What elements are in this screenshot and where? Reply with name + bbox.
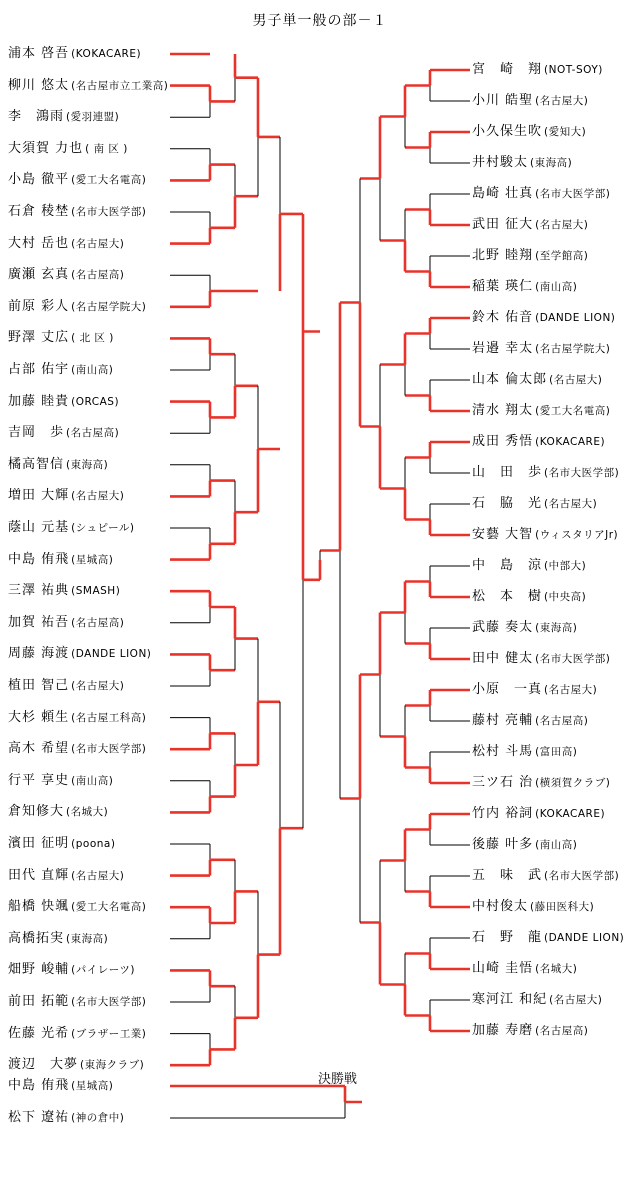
player-club: (ウィスタリアJr) <box>535 529 619 541</box>
player-club: (ORCAS) <box>71 395 120 408</box>
player-name: 北野 睦翔 <box>472 248 534 263</box>
player-name: 田中 健太 <box>472 651 534 666</box>
player-name: 周藤 海渡 <box>8 646 70 662</box>
player-club: (ブラザー工業) <box>71 1027 147 1040</box>
player-name: 柳川 悠太 <box>8 77 70 93</box>
player-name: 中 島 涼 <box>472 558 543 573</box>
player-name: 石 脇 光 <box>472 496 543 511</box>
player-name: 大杉 頼生 <box>8 709 70 725</box>
player-club: (名城大) <box>66 806 109 819</box>
player-club: (愛工大名電高) <box>71 174 147 187</box>
player-name: 大須賀 力也 <box>8 140 84 156</box>
player-name: 藤村 亮輔 <box>472 713 534 728</box>
player-club: (中部大) <box>544 560 587 572</box>
player-club: (名城大) <box>535 963 578 975</box>
player-club: (名古屋大) <box>535 95 589 107</box>
player-club: (名市大医学部) <box>535 653 611 665</box>
player-club: (愛工大名電高) <box>71 901 147 914</box>
player-club: (南山高) <box>535 839 578 851</box>
player-club: (星城高) <box>71 1080 114 1092</box>
player-name: 行平 享史 <box>8 772 70 788</box>
player-name: 松村 斗馬 <box>472 744 534 759</box>
player-club: (DANDE LION) <box>535 312 616 324</box>
player-name: 植田 智己 <box>8 678 70 693</box>
player-name: 中島 侑飛 <box>8 551 70 567</box>
player-name: 前田 拓範 <box>8 994 70 1009</box>
player-name: 廣瀬 玄真 <box>8 267 70 283</box>
player-club: (名古屋高) <box>71 269 125 282</box>
player-club: (DANDE LION) <box>71 648 152 661</box>
player-name: 大村 岳也 <box>8 235 70 251</box>
player-club: (愛工大名電高) <box>535 405 611 417</box>
player-club: (愛羽連盟) <box>66 111 120 124</box>
player-name: 佐藤 光希 <box>8 1025 70 1041</box>
player-name: 成田 秀悟 <box>472 434 534 449</box>
player-club: (名市大医学部) <box>71 206 147 218</box>
player-club: (名古屋高) <box>66 427 120 440</box>
player-name: 船橋 快颯 <box>8 899 70 915</box>
player-name: 山崎 圭悟 <box>472 961 534 976</box>
player-club: (名市大医学部) <box>71 996 147 1008</box>
player-name: 山本 倫太郎 <box>472 372 548 387</box>
player-club: (東海クラブ) <box>80 1059 145 1072</box>
player-name: 宮 崎 翔 <box>472 62 543 77</box>
player-club: (至学館高) <box>535 250 589 262</box>
player-club: (名古屋工科高) <box>71 711 147 724</box>
player-name: 野澤 丈広 <box>8 330 70 346</box>
player-club: (名古屋大) <box>71 869 125 882</box>
player-club: (東海高) <box>530 157 573 169</box>
player-club: (東海高) <box>66 932 109 945</box>
player-name: 畑野 峻輔 <box>8 962 70 978</box>
player-name: 岩邉 幸太 <box>472 341 534 356</box>
player-name: 石 野 龍 <box>472 930 543 945</box>
player-name: 中島 侑飛 <box>8 1078 70 1093</box>
player-club: (名古屋大) <box>71 490 125 503</box>
player-name: 竹内 裕詞 <box>472 806 534 821</box>
player-club: (藤田医科大) <box>530 901 595 913</box>
player-name: 橘高智信 <box>8 456 65 472</box>
player-name: 倉知修大 <box>8 804 65 820</box>
player-name: 小原 一真 <box>472 682 543 697</box>
player-name: 蔭山 元基 <box>8 520 70 535</box>
player-club: (シュピール) <box>71 522 135 534</box>
player-club: (名古屋大) <box>71 680 125 692</box>
player-club: (名古屋大) <box>549 374 603 386</box>
player-name: 後藤 叶多 <box>472 837 534 852</box>
player-club: ( 北 区 ) <box>71 332 114 345</box>
player-club: (名古屋学院大) <box>71 300 147 313</box>
player-name: 占部 佑宇 <box>8 362 70 377</box>
player-name: 田代 直輝 <box>8 867 70 883</box>
player-name: 三ツ石 治 <box>472 775 534 790</box>
player-name: 高木 希望 <box>8 741 70 757</box>
final-match-title: 決勝戦 <box>318 1072 358 1087</box>
player-name: 小島 徹平 <box>8 172 70 188</box>
player-club: (南山高) <box>71 774 114 787</box>
player-club: (東海高) <box>535 622 578 634</box>
player-name: 安藝 大智 <box>472 527 534 542</box>
player-name: 吉岡 歩 <box>8 425 65 441</box>
player-name: 五 味 武 <box>472 868 543 883</box>
player-name: 清水 翔太 <box>472 403 534 418</box>
player-name: 高橋拓実 <box>8 930 65 946</box>
player-club: (南山高) <box>535 281 578 293</box>
player-name: 李 鴻雨 <box>8 109 65 125</box>
player-name: 加賀 祐吾 <box>8 614 70 630</box>
player-name: 小川 皓聖 <box>472 93 534 108</box>
player-club: (KOKACARE) <box>535 436 606 448</box>
player-club: (富田高) <box>535 746 578 758</box>
player-club: (KOKACARE) <box>71 48 142 60</box>
player-name: 増田 大輝 <box>8 488 70 504</box>
player-club: (名市大医学部) <box>535 188 611 200</box>
player-name: 前原 彩人 <box>8 298 70 314</box>
player-club: (東海高) <box>66 458 109 471</box>
player-name: 小久保生吹 <box>472 124 543 139</box>
player-club: (名古屋高) <box>535 1025 589 1037</box>
player-name: 井村駿太 <box>472 155 529 170</box>
player-name: 松 本 樹 <box>472 589 543 604</box>
player-club: (横須賀クラブ) <box>535 777 611 789</box>
player-club: (SMASH) <box>71 585 121 598</box>
player-name: 浦本 啓吾 <box>8 46 70 61</box>
player-name: 渡辺 大夢 <box>8 1057 79 1073</box>
player-name: 濱田 征明 <box>8 836 70 851</box>
player-name: 松下 遼祐 <box>8 1110 70 1125</box>
player-club: (名市大医学部) <box>544 870 620 882</box>
player-name: 鈴木 佑音 <box>472 310 534 325</box>
player-club: (中央高) <box>544 591 587 603</box>
player-club: (名古屋学院大) <box>535 343 611 355</box>
player-name: 加藤 寿磨 <box>472 1023 534 1038</box>
player-club: (名古屋大) <box>535 219 589 231</box>
player-club: (poona) <box>71 838 116 850</box>
player-name: 三澤 祐典 <box>8 583 70 599</box>
player-club: (愛知大) <box>544 126 587 138</box>
player-name: 稲葉 瑛仁 <box>472 279 534 294</box>
page-title: 男子単一般の部－１ <box>252 13 388 29</box>
player-name: 山 田 歩 <box>472 465 543 480</box>
player-club: (NOT-SOY) <box>544 64 603 76</box>
player-club: (KOKACARE) <box>535 808 606 820</box>
player-club: (名古屋大) <box>544 498 598 510</box>
player-club: (パイレーツ) <box>71 964 135 977</box>
player-name: 島崎 壮真 <box>472 186 534 201</box>
player-club: (星城高) <box>71 553 114 566</box>
player-club: (名市大医学部) <box>544 467 620 479</box>
player-name: 中村俊太 <box>472 899 529 914</box>
player-club: (名古屋大) <box>544 684 598 696</box>
player-club: (名市大医学部) <box>71 743 147 756</box>
player-club: ( 南 区 ) <box>85 142 128 155</box>
player-club: (DANDE LION) <box>544 932 625 944</box>
player-club: (名古屋大) <box>71 237 125 250</box>
player-name: 石倉 稜埜 <box>8 204 70 219</box>
player-name: 寒河江 和紀 <box>472 992 548 1007</box>
player-club: (名古屋市立工業高) <box>71 79 169 92</box>
player-club: (南山高) <box>71 364 114 376</box>
player-club: (名古屋大) <box>549 994 603 1006</box>
player-club: (神の倉中) <box>71 1112 125 1124</box>
player-name: 武藤 奏太 <box>472 620 534 635</box>
player-club: (名古屋高) <box>535 715 589 727</box>
player-club: (名古屋高) <box>71 616 125 629</box>
player-name: 加藤 睦貴 <box>8 393 70 409</box>
player-name: 武田 征大 <box>472 217 534 232</box>
